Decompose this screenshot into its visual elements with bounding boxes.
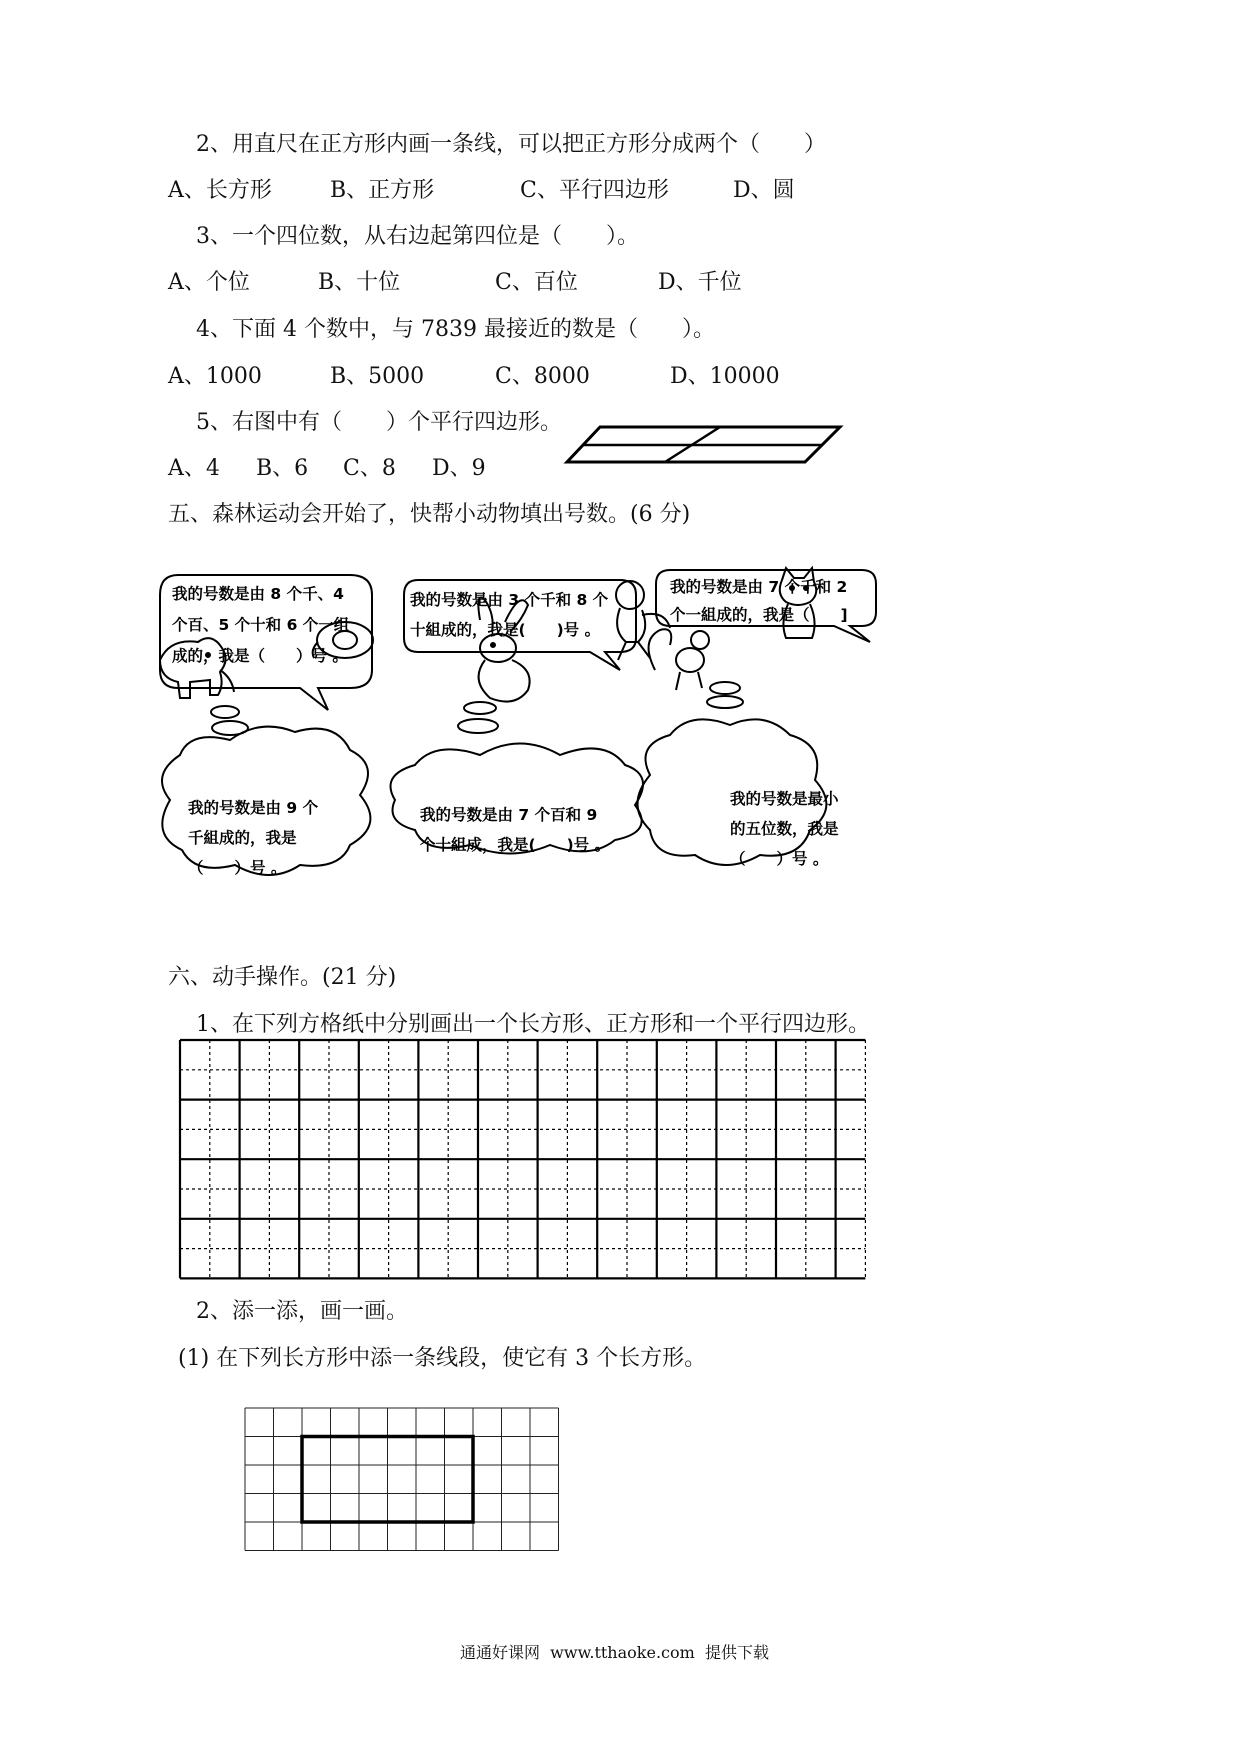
q3-option-d: D、千位 (658, 270, 742, 295)
question-2: 2、用直尺在正方形内画一条线，可以把正方形分成两个（ ） (196, 132, 826, 157)
cloud-right-line-3: （ ）号 。 (730, 850, 829, 868)
square-grid-paper (180, 1040, 870, 1280)
question-5: 5、右图中有（ ）个平行四边形。 (196, 410, 562, 435)
q5-option-d: D、9 (432, 456, 486, 481)
section-6-title: 六、动手操作。(21 分) (168, 965, 397, 990)
parallelogram-figure (565, 425, 845, 465)
elephant-bubble-line-2: 个百、5 个十和 6 个一组 (172, 616, 350, 634)
section-6-question-1: 1、在下列方格纸中分别画出一个长方形、正方形和一个平行四边形。 (196, 1012, 870, 1037)
cloud-right-line-1: 我的号数是最小 (730, 790, 839, 808)
rectangle-grid (245, 1408, 560, 1563)
q4-option-c: C、8000 (495, 364, 590, 389)
q2-option-b: B、正方形 (330, 178, 435, 203)
q3-option-a: A、个位 (168, 270, 250, 295)
q3-option-c: C、百位 (495, 270, 578, 295)
cat-bubble-line-1: 我的号数是由 7 个千和 2 (670, 578, 848, 596)
q2-option-c: C、平行四边形 (520, 178, 669, 203)
footer-source: 通通好课网 www.tthaoke.com 提供下载 (460, 1643, 769, 1662)
q4-option-d: D、10000 (670, 364, 780, 389)
q5-option-a: A、4 (168, 456, 220, 481)
section-5-title: 五、森林运动会开始了，快帮小动物填出号数。(6 分) (168, 502, 691, 527)
q5-option-c: C、8 (343, 456, 396, 481)
q4-option-a: A、1000 (168, 364, 262, 389)
q4-option-b: B、5000 (330, 364, 425, 389)
section-6-question-2-1: (1) 在下列长方形中添一条线段，使它有 3 个长方形。 (178, 1346, 707, 1371)
cloud-left-line-1: 我的号数是由 9 个 (188, 799, 319, 817)
cloud-middle-line-2: 个十組成，我是( )号 。 (420, 836, 611, 854)
elephant-bubble-line-3: 成的，我是（ ）号 。 (172, 647, 348, 665)
section-6-question-2: 2、添一添，画一画。 (196, 1299, 408, 1324)
elephant-bubble-line-1: 我的号数是由 8 个千、4 (172, 585, 344, 603)
monkey-bubble-line-1: 我的号数是由 3 个千和 8 个 (410, 591, 609, 609)
monkey-icon (616, 581, 670, 660)
question-3: 3、一个四位数，从右边起第四位是（ ）。 (196, 224, 639, 249)
q2-option-d: D、圆 (733, 178, 795, 203)
cloud-middle-line-1: 我的号数是由 7 个百和 9 (420, 806, 598, 824)
cloud-left-line-2: 千組成的，我是 (188, 829, 297, 847)
squirrel-icon (649, 629, 709, 690)
q2-option-a: A、长方形 (168, 178, 272, 203)
cat-bubble-line-2: 个一組成的，我是（ ] (670, 606, 848, 624)
cloud-left-line-3: （ ）号 。 (188, 859, 287, 877)
question-4: 4、下面 4 个数中，与 7839 最接近的数是（ ）。 (196, 317, 715, 342)
cloud-right-line-2: 的五位数，我是 (730, 820, 839, 838)
q5-option-b: B、6 (256, 456, 309, 481)
monkey-bubble-line-2: 十組成的，我是( )号 。 (410, 621, 601, 639)
q3-option-b: B、十位 (318, 270, 401, 295)
